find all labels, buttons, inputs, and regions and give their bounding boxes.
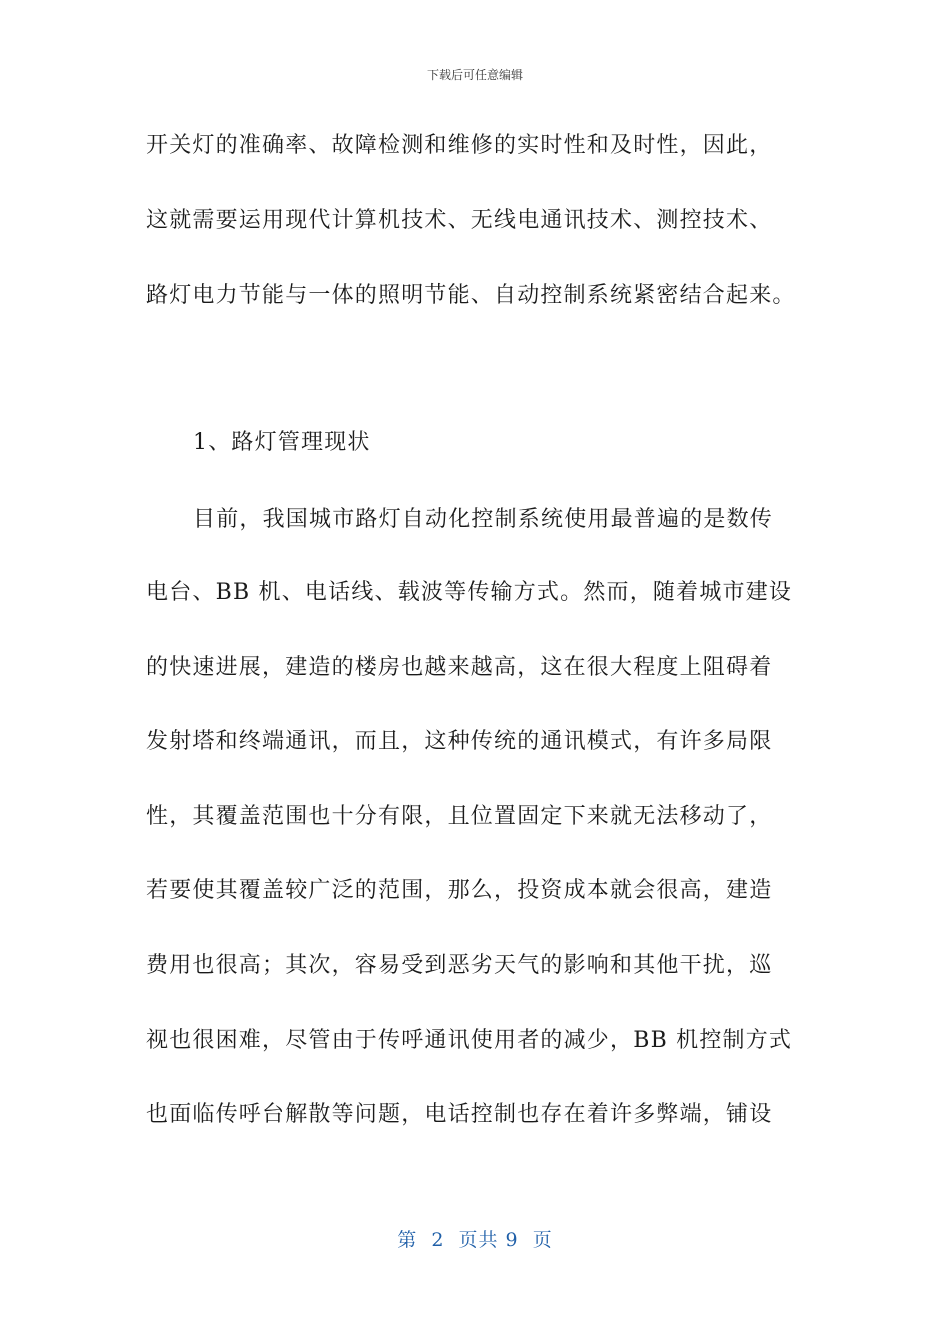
text-line: 这就需要运用现代计算机技术、无线电通讯技术、测控技术、 <box>146 208 773 233</box>
text-line: 目前，我国城市路灯自动化控制系统使用最普遍的是数传 <box>193 507 774 532</box>
text-line: 开关灯的准确率、故障检测和维修的实时性和及时性，因此， <box>146 133 773 158</box>
header-note: 下载后可任意编辑 <box>426 68 523 82</box>
section-heading: 1、路灯管理现状 <box>193 430 371 455</box>
text-line: 性，其覆盖范围也十分有限，且位置固定下来就无法移动了， <box>146 804 773 829</box>
page-number: 第 2 页共 9 页 <box>397 1229 553 1251</box>
text-line: 视也很困难，尽管由于传呼通讯使用者的减少，BB 机控制方式 <box>146 1028 793 1053</box>
text-line: 发射塔和终端通讯，而且，这种传统的通讯模式，有许多局限 <box>146 729 773 754</box>
text-line: 的快速进展，建造的楼房也越来越高，这在很大程度上阻碍着 <box>146 655 773 680</box>
text-line: 费用也很高；其次，容易受到恶劣天气的影响和其他干扰，巡 <box>146 953 773 978</box>
text-line: 若要使其覆盖较广泛的范围，那么，投资成本就会很高，建造 <box>146 878 773 903</box>
text-line: 也面临传呼台解散等问题，电话控制也存在着许多弊端，铺设 <box>146 1102 773 1127</box>
text-line: 路灯电力节能与一体的照明节能、自动控制系统紧密结合起来。 <box>146 283 796 308</box>
text-line: 电台、BB 机、电话线、载波等传输方式。然而，随着城市建设 <box>146 580 793 605</box>
